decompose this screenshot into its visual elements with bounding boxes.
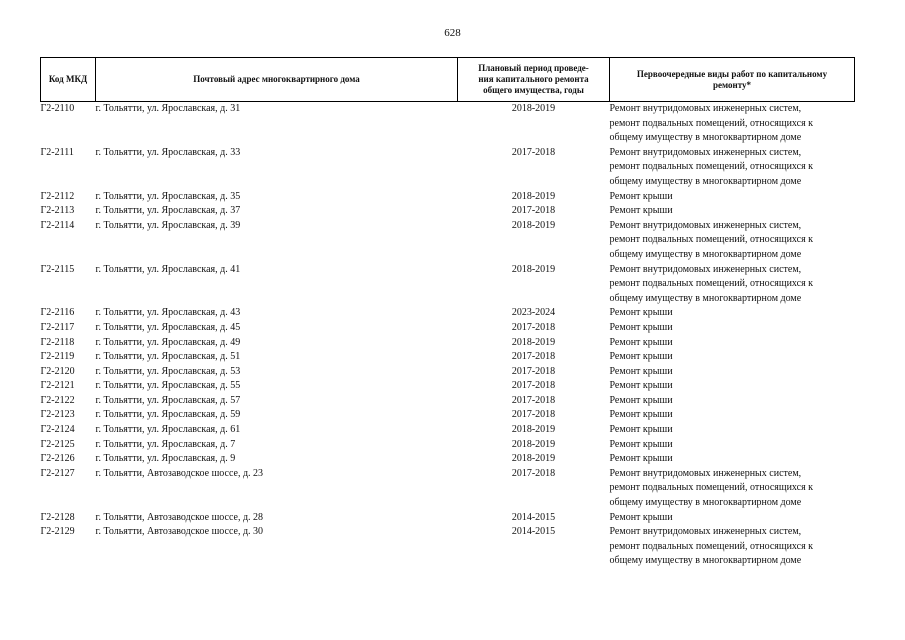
mkd-code-cell: Г2-2123 <box>40 409 75 421</box>
works-cell <box>610 408 855 423</box>
period-cell: 2018-2019 <box>511 103 556 114</box>
address-cell: г. Тольятти, ул. Ярославская, д. 45 <box>95 321 241 333</box>
works-line: ремонт подвальных помещений, относящихся к <box>609 161 814 173</box>
works-line: Ремонт крыши <box>609 409 673 421</box>
address-cell: г. Тольятти, ул. Ярославская, д. 9 <box>95 453 236 465</box>
period-cell: 2018-2019 <box>511 219 556 231</box>
period-cell: 2023-2024 <box>511 307 556 319</box>
table-row <box>41 146 855 190</box>
mkd-code-cell: Г2-2114 <box>40 219 75 231</box>
header-period-line: общего имущества, годы <box>483 85 584 95</box>
table-row <box>41 306 855 321</box>
works-line: Ремонт внутридомовых инженерных систем, <box>609 146 802 158</box>
mkd-code-cell: Г2-2128 <box>40 511 75 523</box>
works-cell <box>610 146 855 190</box>
works-cell <box>610 350 855 365</box>
works-cell <box>610 379 855 394</box>
works-line: Ремонт крыши <box>609 321 673 333</box>
address-cell: г. Тольятти, ул. Ярославская, д. 57 <box>95 394 241 406</box>
period-cell: 2017-2018 <box>511 365 556 377</box>
period-cell: 2017-2018 <box>511 409 556 421</box>
period-cell: 2017-2018 <box>511 351 556 363</box>
header-code: Код МКД <box>41 58 96 102</box>
period-cell: 2018-2019 <box>511 453 556 465</box>
table-row <box>41 452 855 467</box>
address-cell: г. Тольятти, ул. Ярославская, д. 49 <box>95 336 241 348</box>
works-cell <box>610 204 855 219</box>
works-line: общему имуществу в многоквартирном доме <box>609 175 802 187</box>
works-cell <box>610 263 855 307</box>
mkd-code-cell: Г2-2122 <box>40 394 75 406</box>
period-cell: 2014-2015 <box>511 511 556 523</box>
period-cell: 2018-2019 <box>511 263 556 275</box>
address-cell: г. Тольятти, ул. Ярославская, д. 61 <box>95 424 241 436</box>
period-cell: 2017-2018 <box>511 146 556 158</box>
works-line: Ремонт внутридомовых инженерных систем, <box>609 526 802 538</box>
table-row <box>41 511 855 526</box>
works-line: ремонт подвальных помещений, относящихся к <box>609 117 814 129</box>
mkd-code-cell: Г2-2119 <box>40 351 75 363</box>
table-row <box>41 438 855 453</box>
table-row <box>41 467 855 511</box>
table-row <box>41 321 855 336</box>
table-row <box>41 336 855 351</box>
table-row <box>41 190 855 205</box>
header-works <box>610 58 855 102</box>
works-cell <box>610 219 855 263</box>
table-row <box>41 219 855 263</box>
works-cell <box>610 394 855 409</box>
table-body <box>41 102 855 570</box>
works-line: Ремонт крыши <box>609 190 673 202</box>
works-cell <box>610 452 855 467</box>
mkd-code-cell: Г2-2115 <box>40 263 75 275</box>
period-cell: 2018-2019 <box>511 438 556 450</box>
table-row <box>41 525 855 569</box>
address-cell: г. Тольятти, ул. Ярославская, д. 51 <box>95 351 241 363</box>
address-cell: г. Тольятти, ул. Ярославская, д. 43 <box>95 307 241 319</box>
works-line: Ремонт крыши <box>609 453 673 465</box>
works-line: Ремонт крыши <box>609 205 673 217</box>
period-cell: 2014-2015 <box>511 526 556 538</box>
mkd-code-cell: Г2-2116 <box>40 307 75 319</box>
mkd-code-cell: Г2-2112 <box>40 190 75 202</box>
header-address: Почтовый адрес многоквартирного дома <box>96 58 458 102</box>
works-line: Ремонт крыши <box>609 307 673 319</box>
works-line: Ремонт крыши <box>609 351 673 363</box>
header-period-line: Плановый период проведе- <box>478 63 589 73</box>
works-cell <box>610 190 855 205</box>
address-cell: г. Тольятти, ул. Ярославская, д. 39 <box>95 219 241 231</box>
works-line: Ремонт внутридомовых инженерных систем, <box>609 103 802 114</box>
mkd-code-cell: Г2-2125 <box>40 438 75 450</box>
table-row <box>41 263 855 307</box>
period-cell: 2017-2018 <box>511 467 556 479</box>
works-line: Ремонт крыши <box>609 365 673 377</box>
works-line: общему имуществу в многоквартирном доме <box>609 132 802 144</box>
works-cell <box>610 525 855 569</box>
mkd-code-cell: Г2-2110 <box>40 103 75 114</box>
works-cell <box>610 511 855 526</box>
header-period <box>458 58 610 102</box>
table-row <box>41 379 855 394</box>
header-works-line: ремонту* <box>713 79 751 90</box>
address-cell: г. Тольятти, ул. Ярославская, д. 35 <box>95 190 241 202</box>
works-cell <box>610 321 855 336</box>
page-number: 628 <box>444 27 461 39</box>
works-line: общему имуществу в многоквартирном доме <box>609 497 802 509</box>
address-cell: г. Тольятти, ул. Ярославская, д. 33 <box>95 146 241 158</box>
table-row <box>41 365 855 380</box>
header-period-line: ния капитального ремонта <box>478 74 589 84</box>
address-cell: г. Тольятти, ул. Ярославская, д. 53 <box>95 365 241 377</box>
table-row <box>41 350 855 365</box>
address-cell: г. Тольятти, Автозаводское шоссе, д. 23 <box>95 467 264 479</box>
table-header <box>41 58 855 102</box>
capital-repair-table <box>40 57 855 569</box>
table-row <box>41 408 855 423</box>
works-line: ремонт подвальных помещений, относящихся к <box>609 482 814 494</box>
table-row <box>41 102 855 146</box>
works-line: Ремонт крыши <box>609 380 673 392</box>
address-cell: г. Тольятти, ул. Ярославская, д. 41 <box>95 263 241 275</box>
table-row <box>41 394 855 409</box>
address-cell: г. Тольятти, ул. Ярославская, д. 7 <box>95 438 236 450</box>
table-row <box>41 204 855 219</box>
works-line: Ремонт крыши <box>609 511 673 523</box>
table-row <box>41 423 855 438</box>
works-line: Ремонт крыши <box>609 424 673 436</box>
header-works-line: Первоочередные виды работ по капитальному <box>636 68 828 79</box>
works-line: Ремонт крыши <box>609 336 673 348</box>
mkd-code-cell: Г2-2111 <box>40 146 74 158</box>
address-cell: г. Тольятти, ул. Ярославская, д. 59 <box>95 409 241 421</box>
works-cell <box>610 438 855 453</box>
works-line: ремонт подвальных помещений, относящихся к <box>609 234 814 246</box>
works-cell <box>610 365 855 380</box>
mkd-code-cell: Г2-2117 <box>40 321 75 333</box>
mkd-code-cell: Г2-2124 <box>40 424 75 436</box>
works-cell <box>610 306 855 321</box>
works-line: Ремонт крыши <box>609 394 673 406</box>
mkd-code-cell: Г2-2121 <box>40 380 75 392</box>
address-cell: г. Тольятти, ул. Ярославская, д. 55 <box>95 380 241 392</box>
works-line: ремонт подвальных помещений, относящихся к <box>609 278 814 290</box>
mkd-code-cell: Г2-2126 <box>40 453 75 465</box>
mkd-code-cell: Г2-2129 <box>40 526 75 538</box>
address-cell: г. Тольятти, Автозаводское шоссе, д. 30 <box>95 526 264 538</box>
works-line: общему имуществу в многоквартирном доме <box>609 292 802 304</box>
works-line: общему имуществу в многоквартирном доме <box>609 555 802 567</box>
period-cell: 2018-2019 <box>511 424 556 436</box>
address-cell: г. Тольятти, ул. Ярославская, д. 37 <box>95 205 241 217</box>
period-cell: 2018-2019 <box>511 190 556 202</box>
works-cell <box>610 423 855 438</box>
period-cell: 2018-2019 <box>511 336 556 348</box>
period-cell: 2017-2018 <box>511 394 556 406</box>
period-cell: 2017-2018 <box>511 321 556 333</box>
works-line: Ремонт внутридомовых инженерных систем, <box>609 467 802 479</box>
address-cell: г. Тольятти, Автозаводское шоссе, д. 28 <box>95 511 264 523</box>
period-cell: 2017-2018 <box>511 205 556 217</box>
works-line: общему имуществу в многоквартирном доме <box>609 248 802 260</box>
works-cell <box>610 467 855 511</box>
works-cell <box>610 336 855 351</box>
works-line: ремонт подвальных помещений, относящихся к <box>609 540 814 552</box>
mkd-code-cell: Г2-2120 <box>40 365 75 377</box>
period-cell: 2017-2018 <box>511 380 556 392</box>
works-line: Ремонт внутридомовых инженерных систем, <box>609 263 802 275</box>
mkd-code-cell: Г2-2113 <box>40 205 75 217</box>
works-line: Ремонт внутридомовых инженерных систем, <box>609 219 802 231</box>
mkd-code-cell: Г2-2127 <box>40 467 75 479</box>
works-cell <box>610 102 855 146</box>
address-cell: г. Тольятти, ул. Ярославская, д. 31 <box>95 103 241 114</box>
mkd-code-cell: Г2-2118 <box>40 336 75 348</box>
works-line: Ремонт крыши <box>609 438 673 450</box>
